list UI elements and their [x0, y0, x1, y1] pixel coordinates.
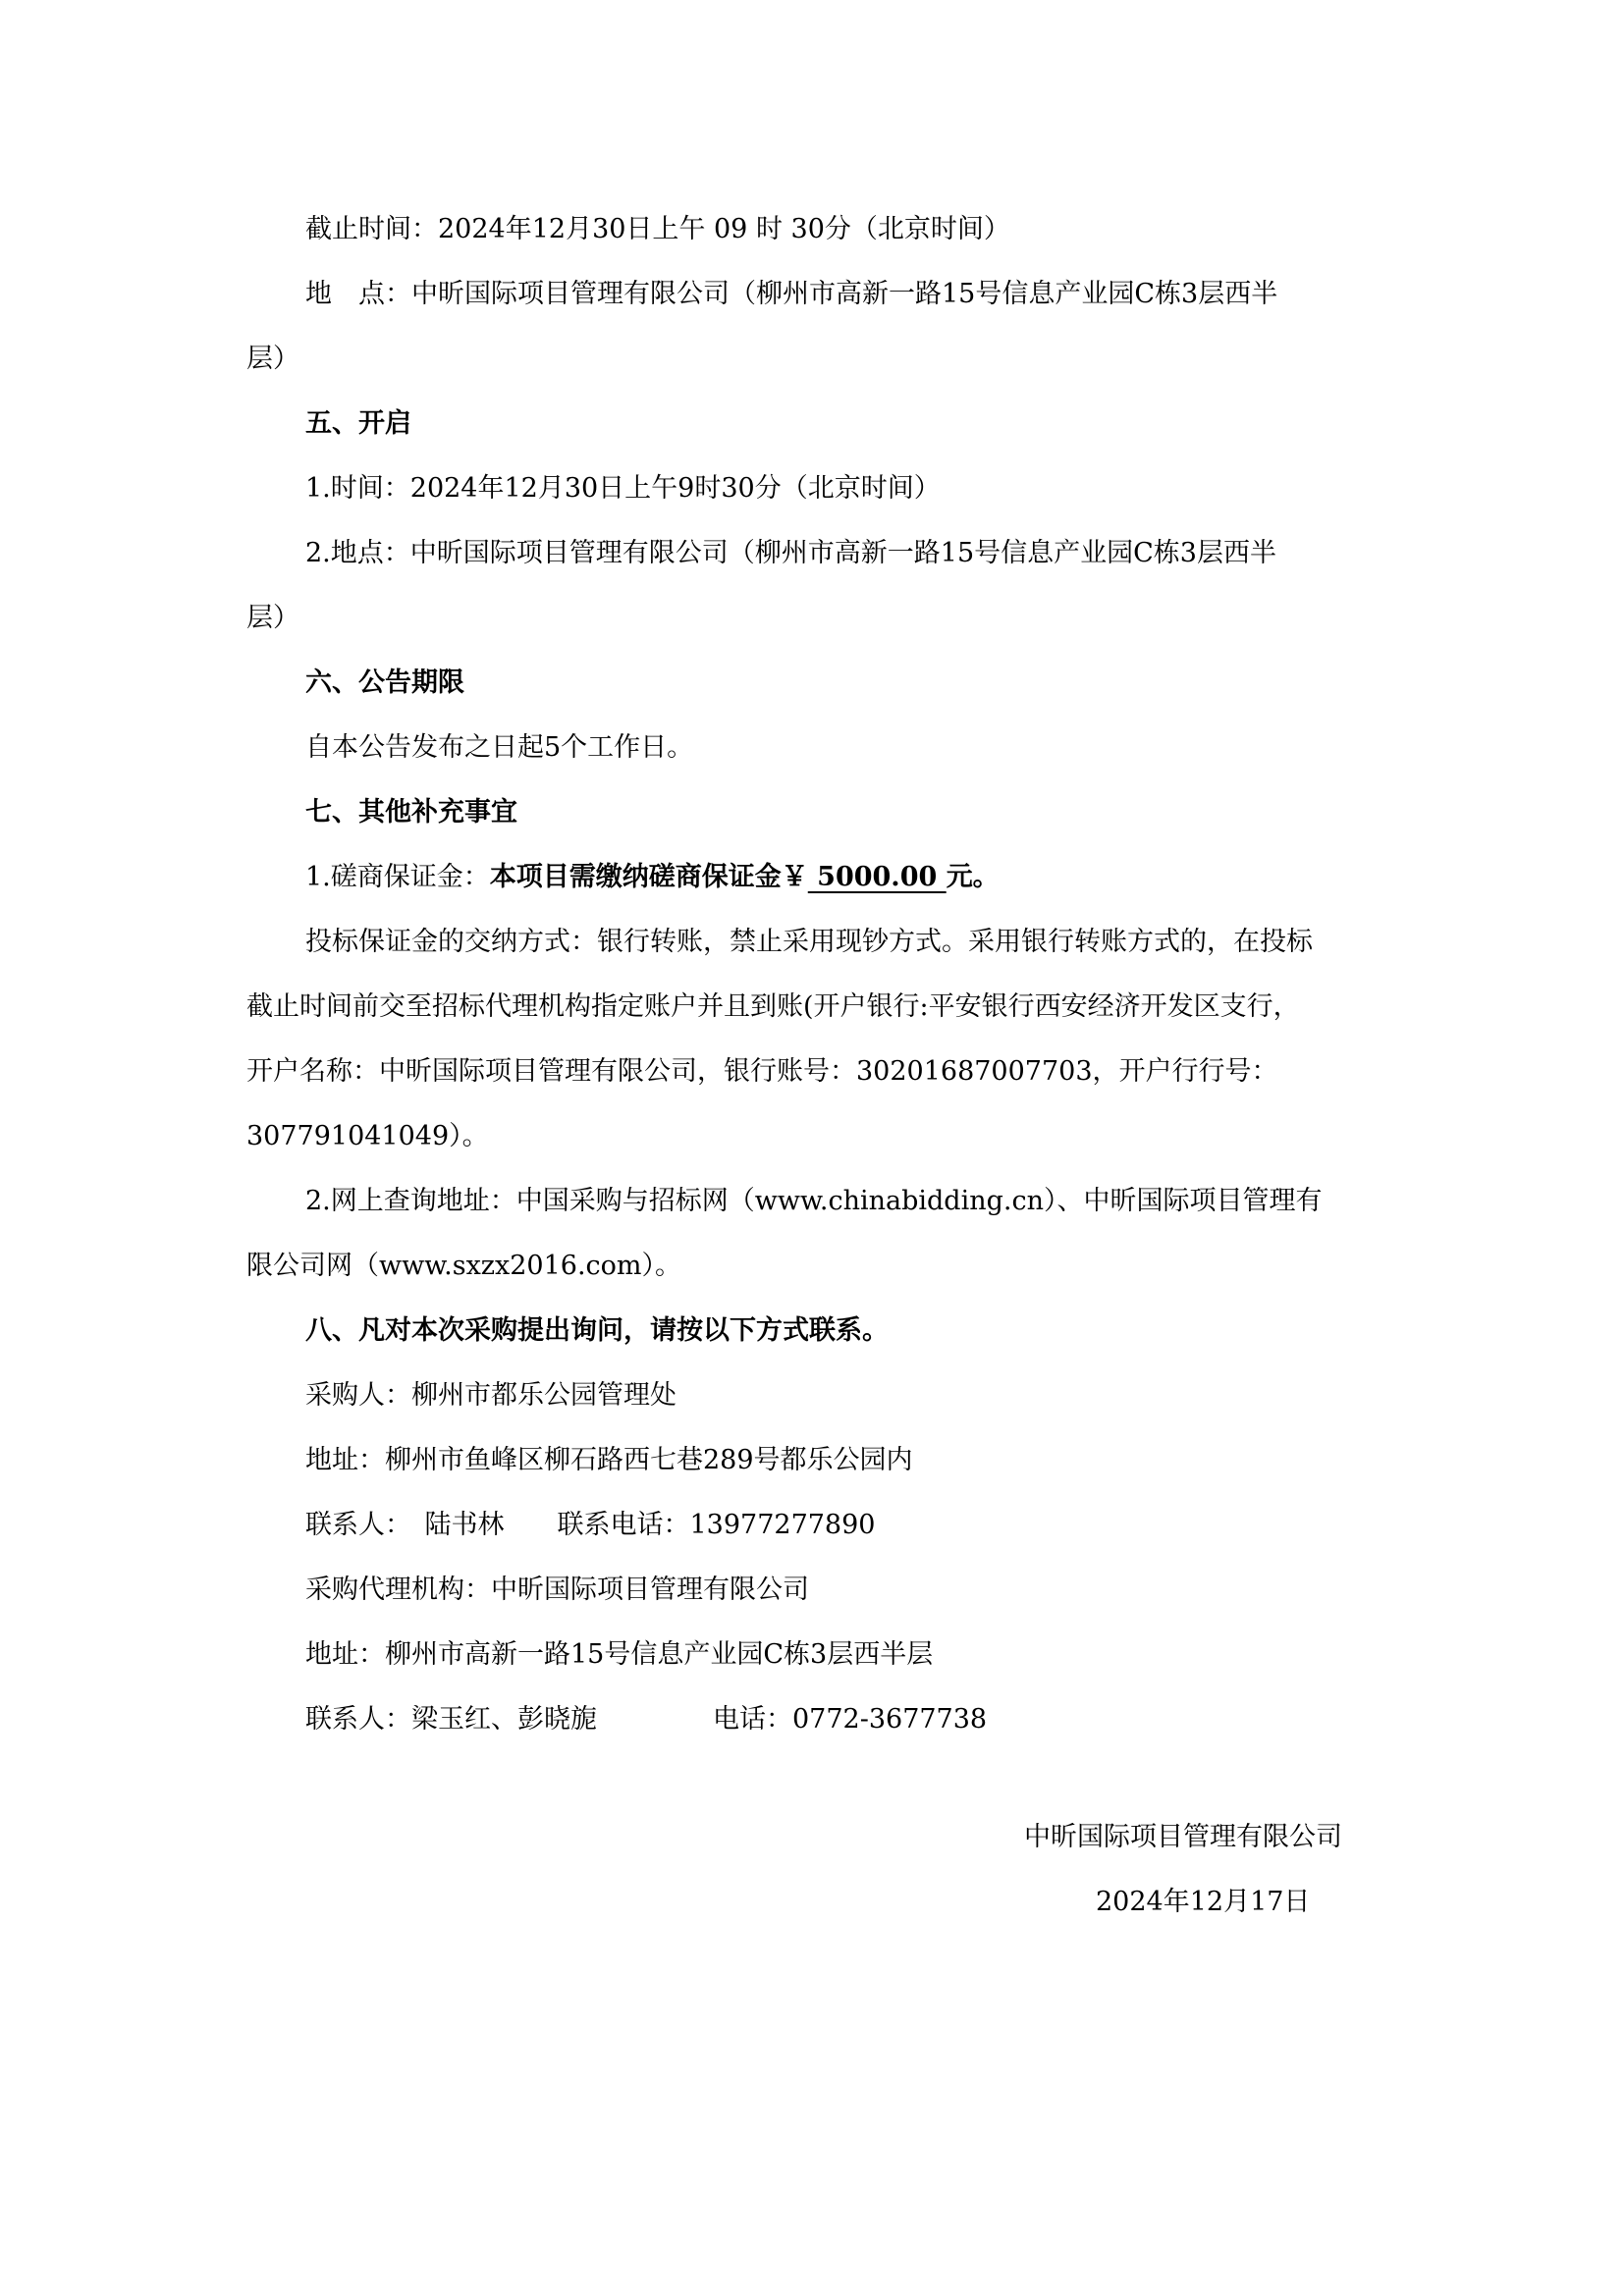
- purchaser-line: 采购人：柳州市都乐公园管理处: [305, 1380, 677, 1411]
- purchaser-address: 地址：柳州市鱼峰区柳石路西七巷289号都乐公园内: [305, 1445, 913, 1475]
- payment-line-1: 投标保证金的交纳方式：银行转账，禁止采用现钞方式。采用银行转账方式的，在投标: [305, 927, 1313, 957]
- deadline-value: 2024年12月30日上午 09 时 30分（北京时间）: [438, 214, 1010, 244]
- section8-title: 八、凡对本次采购提出询问，请按以下方式联系。: [305, 1315, 889, 1346]
- payment-line-2: 截止时间前交至招标代理机构指定账户并且到账(开户银行:平安银行西安经济开发区支行，: [246, 991, 1300, 1022]
- deposit-unit: 元。: [946, 862, 1000, 892]
- section5-location-continued: 层）: [246, 603, 299, 633]
- agency-phone: 电话：0772-3677738: [713, 1704, 988, 1735]
- section7-title: 七、其他补充事宜: [305, 797, 517, 828]
- deposit-bold-text: 本项目需缴纳磋商保证金￥: [489, 862, 808, 892]
- section6-text: 自本公告发布之日起5个工作日。: [305, 732, 694, 763]
- deposit-label: 1.磋商保证金：: [305, 862, 490, 892]
- section6-title: 六、公告期限: [305, 667, 464, 698]
- location-label: 地 点：: [305, 279, 411, 309]
- deadline-line: [305, 210, 1385, 249]
- signature-date: 2024年12月17日: [1096, 1887, 1311, 1917]
- location-line: [305, 275, 1385, 314]
- purchaser-phone: 联系电话：13977277890: [557, 1510, 876, 1540]
- agency-contact-line: [305, 1700, 1385, 1739]
- payment-line-3: 开户名称：中昕国际项目管理有限公司，银行账号：30201687007703，开户行行号：: [246, 1056, 1278, 1087]
- location-line-continued: 层）: [246, 344, 299, 374]
- purchaser-contact-line: [305, 1506, 1385, 1545]
- deposit-line: [305, 858, 1385, 897]
- deadline-label: 截止时间：: [305, 214, 438, 244]
- signature-company: 中昕国际项目管理有限公司: [1024, 1822, 1342, 1852]
- payment-line-4: 307791041049）。: [246, 1121, 489, 1151]
- deposit-amount: 5000.00: [807, 862, 947, 892]
- agency-line: 采购代理机构：中昕国际项目管理有限公司: [305, 1575, 809, 1605]
- query-line-1: 2.网上查询地址：中国采购与招标网（www.chinabidding.cn）、中昕国际项目管理有: [305, 1186, 1323, 1216]
- section5-time: 1.时间：2024年12月30日上午9时30分（北京时间）: [305, 473, 941, 504]
- agency-contact: 联系人：梁玉红、彭晓旎: [305, 1704, 597, 1735]
- query-line-2: 限公司网（www.sxzx2016.com）。: [246, 1251, 682, 1281]
- location-value: 中昕国际项目管理有限公司（柳州市高新一路15号信息产业园C栋3层西半: [411, 279, 1278, 309]
- purchaser-contact: 联系人： 陆书林: [305, 1510, 505, 1540]
- agency-address: 地址：柳州市高新一路15号信息产业园C栋3层西半层: [305, 1639, 934, 1670]
- section5-title: 五、开启: [305, 408, 411, 439]
- section5-location: 2.地点：中昕国际项目管理有限公司（柳州市高新一路15号信息产业园C栋3层西半: [305, 538, 1276, 568]
